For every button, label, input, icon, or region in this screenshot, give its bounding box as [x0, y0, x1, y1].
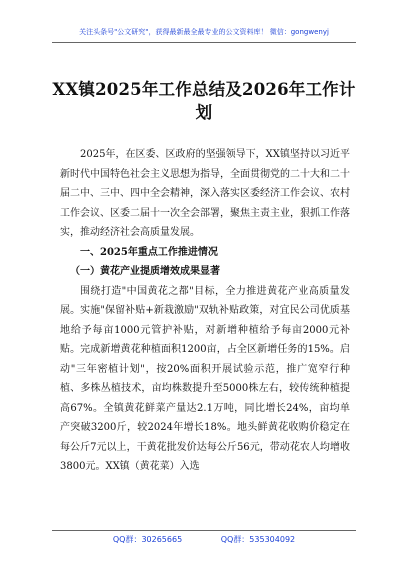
footer-qq-group-1: QQ群：30265665 — [112, 535, 183, 544]
footer-divider — [52, 530, 356, 531]
document-body — [60, 145, 350, 477]
footer — [0, 535, 408, 545]
header-divider — [52, 42, 356, 43]
intro-paragraph: 2025年，在区委、区政府的坚强领导下，XX镇坚持以习近平新时代中国特色社会主义思想为指导，全面贯彻党的二十大和二十届二中、三中、四中全会精神，深入落实区委经济工作会议、农村工作会议、区委二届十一次全会部署，聚焦主责主业，狠抓工作落实，推动经济社会高质量发展。 — [60, 149, 350, 238]
footer-qq-group-2: QQ群：535304092 — [220, 535, 296, 544]
subsection-paragraph: 围绕打造"中国黄花之都"目标，全力推进黄花产业高质量发展。实施"保留补贴+新栽激励"双轨补贴政策，对宜民公司优质基地给予每亩1000元管护补贴，对新增种植给予每亩2000元补贴。完成新增黄花种植面积1200亩，占全区新增任务的15%。启动"三年密植计划"，按20%面积开展试验示范，推广宽窄行种植、多株丛植技术，亩均株数提升至5000株左右，较传统种植提高67%。全镇黄花鲜菜产量达2.1万吨，同比增长24%，亩均单产突破3200斤，较2024年增长18%。地头鲜黄花收购价稳定在每公斤7元以上，干黄花批发价达每公斤56元，带动花农人均增收3800元。XX镇（黄花菜）入选 — [60, 285, 350, 472]
section-heading: 一、2025年重点工作推进情况 — [80, 246, 218, 258]
document-title: XX镇2025年工作总结及2026年工作计划 — [52, 80, 356, 122]
subsection-heading: （一）黄花产业提质增效成果显著 — [70, 266, 220, 277]
header-notice: 关注头条号"公文研究"，获得最新最全最专业的公文资料库！ 微信：gongwenyj — [79, 28, 329, 36]
